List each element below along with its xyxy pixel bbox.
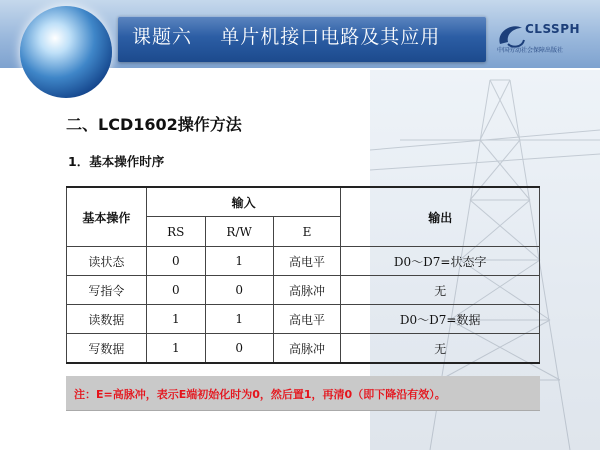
section-title: 二、LCD1602操作方法 (66, 115, 242, 134)
publisher-name: 中国劳动社会保障出版社 (497, 47, 564, 54)
globe-logo-icon (20, 6, 112, 98)
title-topic: 单片机接口电路及其应用 (220, 26, 441, 48)
publisher-logo-text: CLSSPH (525, 22, 581, 36)
title-lesson: 课题六 (132, 26, 193, 48)
cell-rw: 0 (205, 334, 273, 364)
header-rw: R/W (205, 217, 273, 247)
note-text: 注：E=高脉冲，表示E端初始化时为0，然后置1，再清0（即下降沿有效）。 (74, 388, 446, 401)
cell-rs: 1 (146, 334, 205, 364)
table-row (67, 276, 540, 305)
cell-out: D0～D7=状态字 (341, 247, 540, 276)
cell-out: 无 (341, 334, 540, 364)
table-row (67, 305, 540, 334)
subsection-title: 1．基本操作时序 (68, 154, 165, 169)
page-title (132, 22, 440, 49)
table-row (67, 247, 540, 276)
table-row (67, 334, 540, 364)
note-box (66, 376, 540, 411)
cell-op: 写指令 (67, 276, 147, 305)
cell-rw: 1 (205, 247, 273, 276)
table-header-row (67, 187, 540, 217)
header-rs: RS (146, 217, 205, 247)
cell-rs: 1 (146, 305, 205, 334)
header-input: 输入 (146, 187, 341, 217)
header-output: 输出 (341, 187, 540, 247)
timing-table (66, 186, 540, 364)
cell-rs: 0 (146, 276, 205, 305)
cell-rw: 0 (205, 276, 273, 305)
cell-e: 高电平 (273, 247, 341, 276)
header-basic-op: 基本操作 (67, 187, 147, 247)
header-e: E (273, 217, 341, 247)
cell-rs: 0 (146, 247, 205, 276)
cell-op: 写数据 (67, 334, 147, 364)
cell-out: 无 (341, 276, 540, 305)
cell-e: 高电平 (273, 305, 341, 334)
cell-rw: 1 (205, 305, 273, 334)
cell-out: D0～D7=数据 (341, 305, 540, 334)
cell-op: 读状态 (67, 247, 147, 276)
cell-e: 高脉冲 (273, 276, 341, 305)
cell-op: 读数据 (67, 305, 147, 334)
cell-e: 高脉冲 (273, 334, 341, 364)
